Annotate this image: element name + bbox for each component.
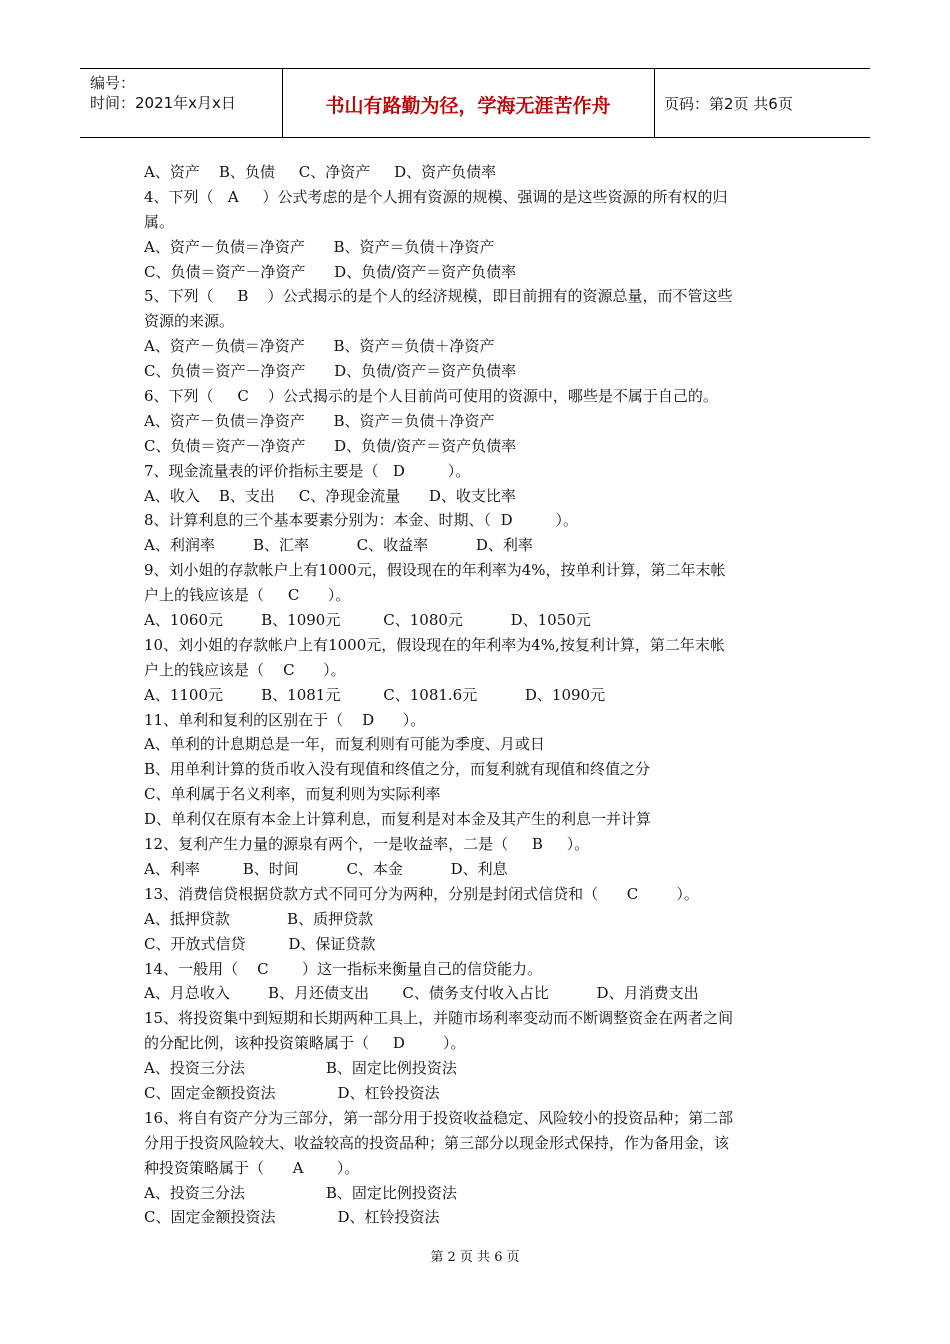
text-line: 15、将投资集中到短期和长期两种工具上，并随市场利率变动而不断调整资金在两者之间 bbox=[144, 1009, 734, 1028]
text-line: 7、现金流量表的评价指标主要是（ D ）。 bbox=[144, 461, 471, 480]
text-line: A、抵押贷款 B、质押贷款 bbox=[144, 909, 374, 928]
text-line: A、资产 B、负债 C、净资产 D、资产负债率 bbox=[144, 163, 497, 181]
text-line: A、资产－负债＝净资产 B、资产＝负债＋净资产 bbox=[144, 411, 495, 430]
header-motto-cell bbox=[282, 69, 655, 137]
text-line: A、收入 B、支出 C、净现金流量 D、收支比率 bbox=[144, 486, 516, 505]
page-footer: 第 2 页 共 6 页 bbox=[430, 1250, 520, 1265]
document-number-label: 编号： bbox=[90, 74, 136, 92]
text-line: 的分配比例，该种投资策略属于（ D ）。 bbox=[144, 1034, 466, 1053]
text-line: 4、下列（ A ）公式考虑的是个人拥有资源的规模、强调的是这些资源的所有权的归 bbox=[144, 187, 728, 206]
text-line: 5、下列（ B ）公式揭示的是个人的经济规模，即目前拥有的资源总量，而不管这些 bbox=[144, 287, 733, 306]
text-line: 10、刘小姐的存款帐户上有1000元，假设现在的年利率为4%,按复利计算，第二年末帐 bbox=[144, 635, 725, 654]
text-line: 属。 bbox=[144, 212, 175, 231]
text-line: A、利率 B、时间 C、本金 D、利息 bbox=[144, 859, 508, 878]
header-info-cell bbox=[80, 69, 283, 137]
text-line: A、投资三分法 B、固定比例投资法 bbox=[144, 1059, 457, 1078]
text-line: A、投资三分法 B、固定比例投资法 bbox=[144, 1183, 457, 1202]
text-line: A、1060元 B、1090元 C、1080元 D、1050元 bbox=[144, 611, 591, 630]
text-line: A、资产－负债＝净资产 B、资产＝负债＋净资产 bbox=[144, 237, 495, 256]
text-line: C、负债＝资产－净资产 D、负债/资产＝资产负债率 bbox=[144, 362, 517, 381]
text-line: A、资产－负债＝净资产 B、资产＝负债＋净资产 bbox=[144, 337, 495, 356]
page-number-label: 页码：第2页 共6页 bbox=[664, 95, 793, 113]
text-line: B、用单利计算的货币收入没有现值和终值之分，而复利就有现值和终值之分 bbox=[144, 760, 651, 779]
document-time-label: 时间：2021年x月x日 bbox=[90, 94, 236, 112]
text-line: C、固定金额投资法 D、杠铃投资法 bbox=[144, 1208, 440, 1227]
text-line: 11、单利和复利的区别在于（ D ）。 bbox=[144, 710, 426, 729]
text-line: D、单利仅在原有本金上计算利息，而复利是对本金及其产生的利息一并计算 bbox=[144, 810, 652, 829]
text-line: C、负债＝资产－净资产 D、负债/资产＝资产负债率 bbox=[144, 262, 517, 281]
text-line: 8、计算利息的三个基本要素分别为：本金、时期、（ D ）。 bbox=[144, 511, 579, 530]
text-line: C、单利属于名义利率，而复利则为实际利率 bbox=[144, 785, 441, 804]
motto-text: 书山有路勤为径，学海无涯苦作舟 bbox=[325, 95, 611, 117]
text-line: A、单利的计息期总是一年，而复利则有可能为季度、月或日 bbox=[144, 735, 545, 754]
text-line: 资源的来源。 bbox=[144, 312, 235, 331]
text-line: 户上的钱应该是（ C ）。 bbox=[144, 586, 351, 605]
text-line: 户上的钱应该是（ C ）。 bbox=[144, 660, 346, 679]
text-line: 16、将自有资产分为三部分，第一部分用于投资收益稳定、风险较小的投资品种；第二部 bbox=[144, 1108, 734, 1127]
text-line: 6、下列（ C ）公式揭示的是个人目前尚可使用的资源中，哪些是不属于自己的。 bbox=[144, 387, 718, 406]
text-line: 分用于投资风险较大、收益较高的投资品种；第三部分以现金形式保持，作为备用金，该 bbox=[144, 1133, 730, 1152]
header-page-cell bbox=[654, 69, 870, 137]
header-table bbox=[80, 68, 870, 138]
text-line: 9、刘小姐的存款帐户上有1000元，假设现在的年利率为4%，按单利计算，第二年末帐 bbox=[144, 561, 726, 580]
text-line: C、负债＝资产－净资产 D、负债/资产＝资产负债率 bbox=[144, 436, 517, 455]
document-body bbox=[144, 160, 814, 1230]
text-line: 13、消费信贷根据贷款方式不同可分为两种，分别是封闭式信贷和（ C ）。 bbox=[144, 884, 699, 903]
text-line: 种投资策略属于（ A ）。 bbox=[144, 1158, 360, 1177]
text-line: 12、复利产生力量的源泉有两个，一是收益率，二是（ B ）。 bbox=[144, 835, 590, 854]
text-line: A、1100元 B、1081元 C、1081.6元 D、1090元 bbox=[144, 685, 606, 704]
text-line: 14、一般用（ C ）这一指标来衡量自己的信贷能力。 bbox=[144, 959, 543, 978]
text-line: C、固定金额投资法 D、杠铃投资法 bbox=[144, 1083, 440, 1102]
text-line: A、月总收入 B、月还债支出 C、债务支付收入占比 D、月消费支出 bbox=[144, 984, 699, 1003]
text-line: C、开放式信贷 D、保证贷款 bbox=[144, 934, 376, 953]
text-line: A、利润率 B、汇率 C、收益率 D、利率 bbox=[144, 536, 533, 555]
